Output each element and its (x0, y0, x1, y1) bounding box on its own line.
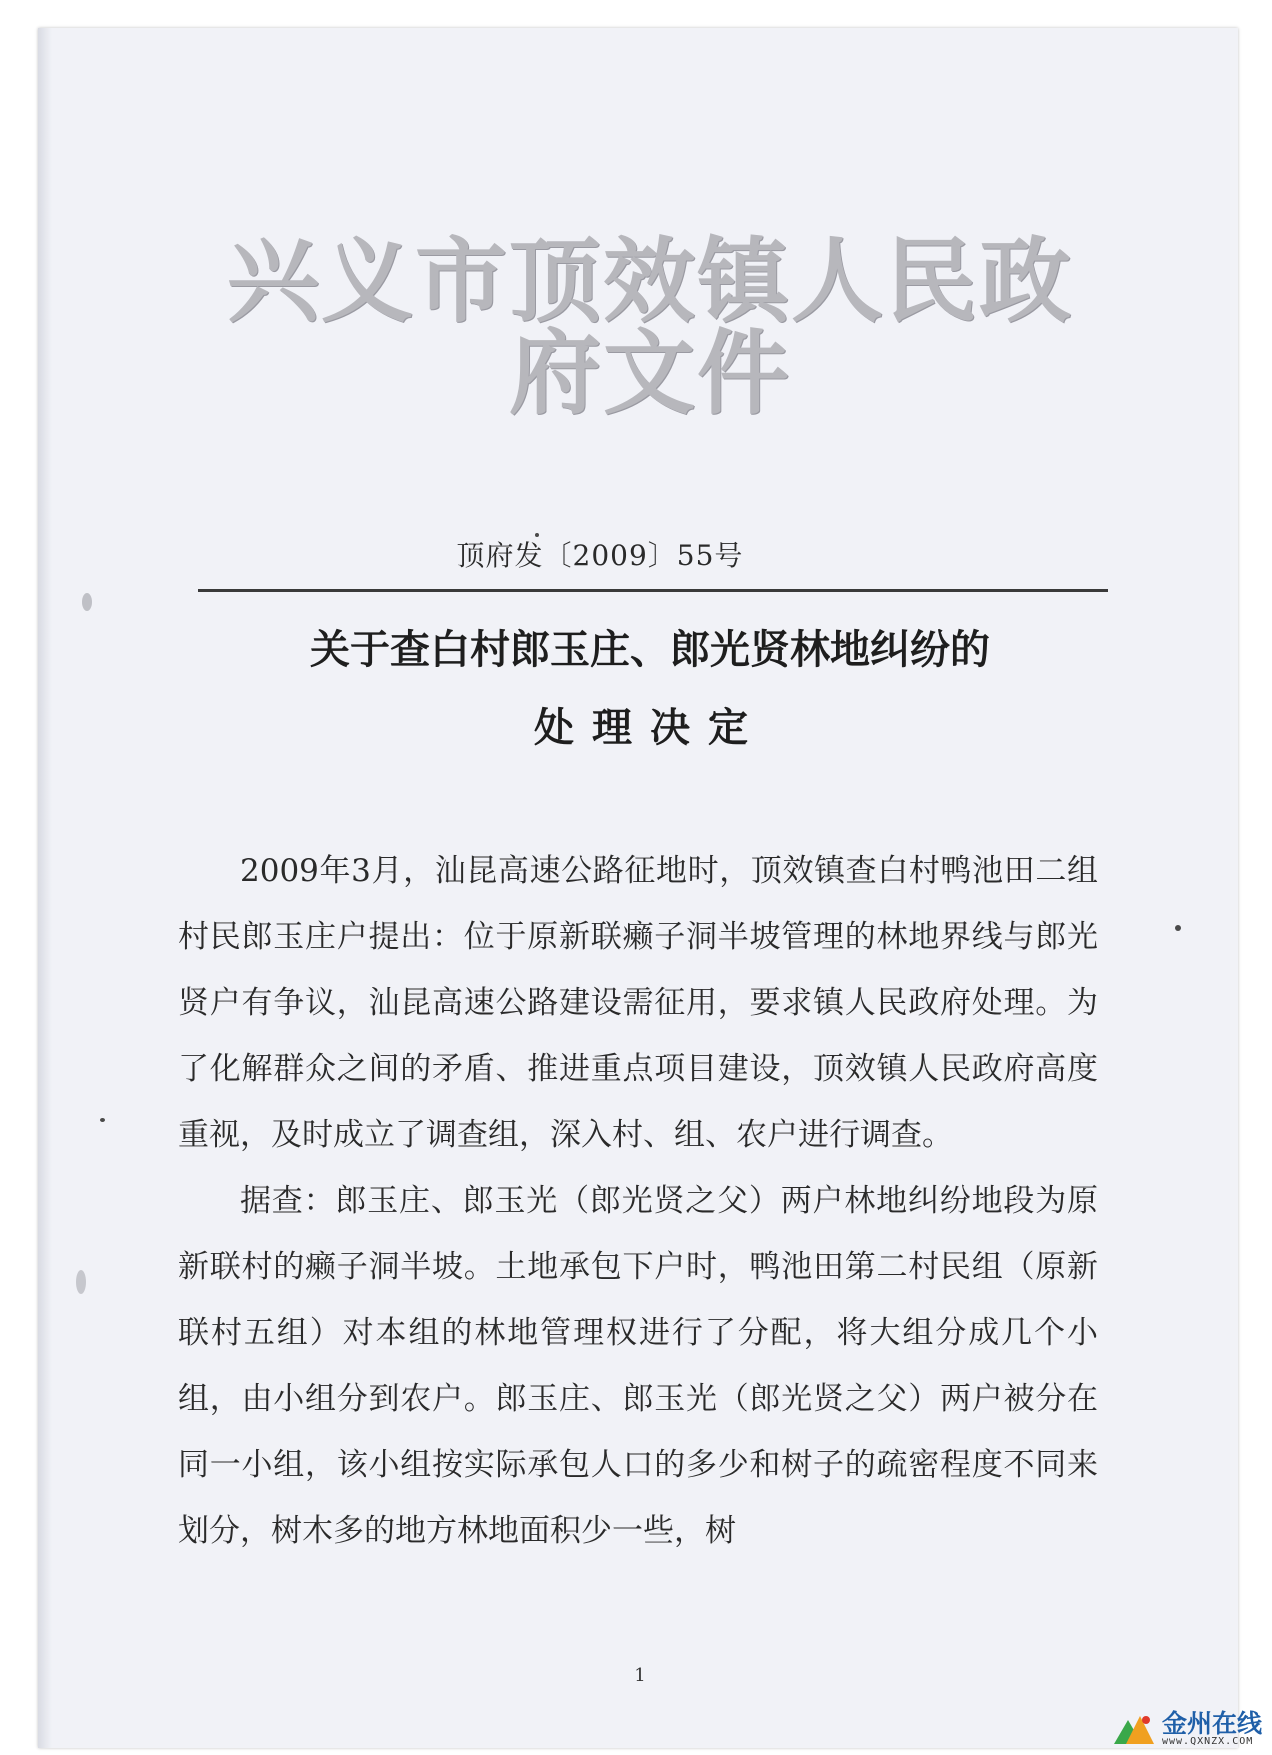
page-fold-shadow (38, 28, 52, 1748)
body-text (178, 838, 1098, 1564)
page-number: 1 (634, 1665, 646, 1686)
document-header-title: 兴义市顶效镇人民政府文件 (226, 227, 1073, 427)
watermark-site-name: 金州在线 (1161, 1709, 1262, 1738)
paragraph-2: 据查：郎玉庄、郎玉光（郎光贤之父）两户林地纠纷地段为原新联村的癞子洞半坡。土地承包下户时，鸭池田第二村民组（原新联村五组）对本组的林地管理权进行了分配，将大组分成几个小组，由小组分到农户。郎玉庄、郎玉光（郎光贤之父）两户被分在同一小组，该小组按实际承包人口的多少和树子的疏密程度不同来划分，树木多的地方林地面积少一些，树 (178, 1183, 1098, 1549)
site-watermark (1112, 1709, 1262, 1749)
main-title-line2: 处理决定 (534, 705, 766, 751)
mountain-logo-icon (1112, 1712, 1156, 1746)
header-divider (198, 589, 1108, 592)
paragraph-1: 2009年3月，汕昆高速公路征地时，顶效镇查白村鸭池田二组村民郎玉庄户提出：位于原新联癞子洞半坡管理的林地界线与郎光贤户有争议，汕昆高速公路建设需征用，要求镇人民政府处理。为了化解群众之间的矛盾、推进重点项目建设，顶效镇人民政府高度重视，及时成立了调查组，深入村、组、农户进行调查。 (178, 853, 1098, 1153)
document-number: 顶府发〔2009〕55号 (456, 539, 744, 572)
watermark-url: www.QXNZX.COM (1161, 1736, 1254, 1747)
main-title-line1: 关于查白村郎玉庄、郎光贤林地纠纷的 (310, 627, 990, 673)
